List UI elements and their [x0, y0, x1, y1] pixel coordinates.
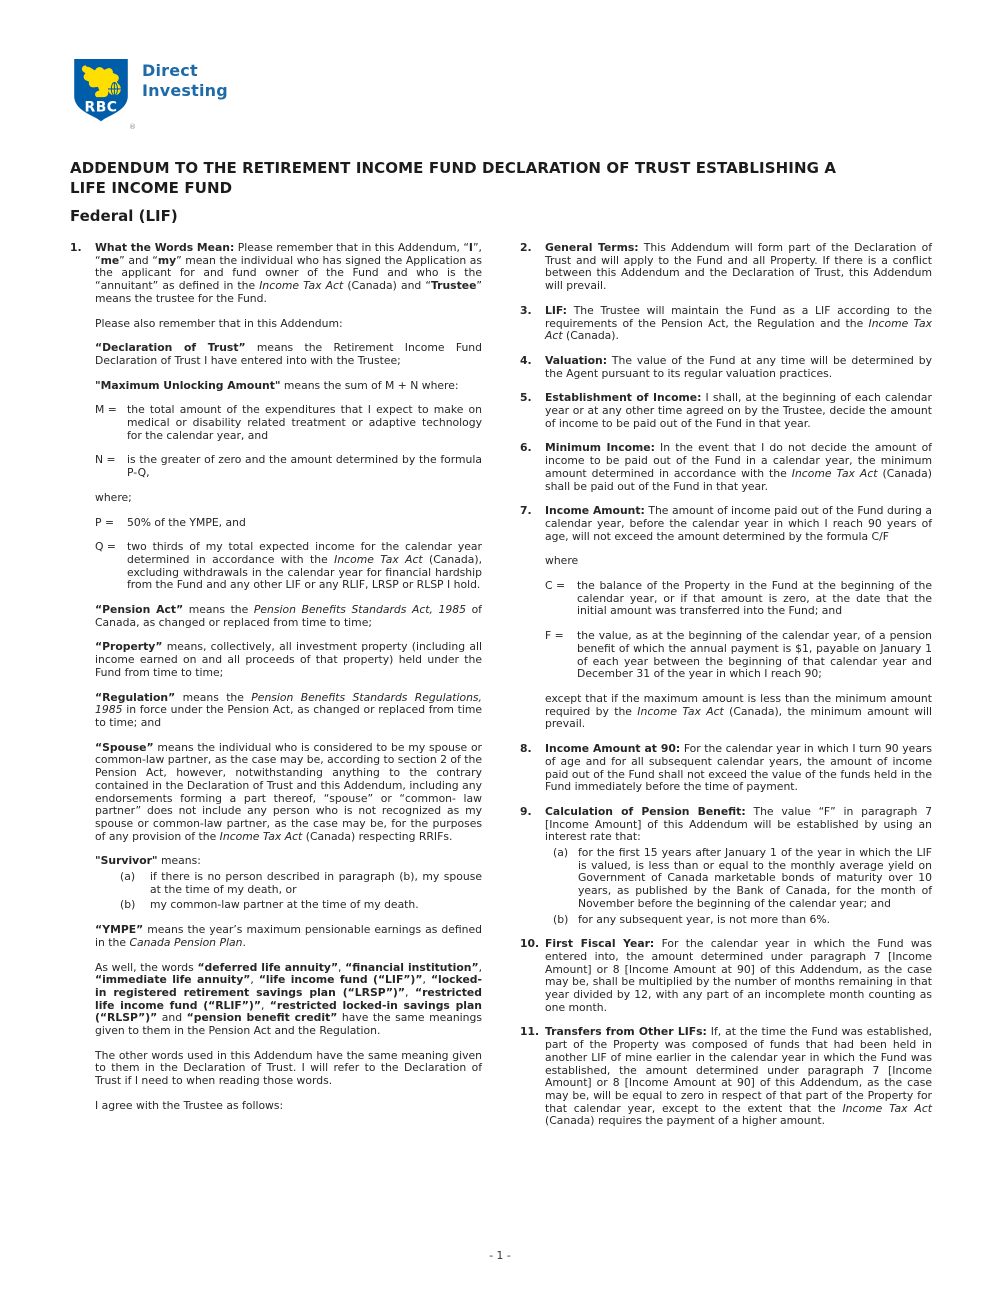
formula-variable: P = [95, 515, 114, 529]
item-number: 1. [70, 241, 82, 254]
text: two thirds of my total expected income for the calendar year determined in accordance with the Income Tax Act (Canada), excluding withdrawals in the calendar year for financial hardship from the Fund and any other LIF or any RLIF, LRSP or RLSP I hold. [127, 540, 483, 592]
numbered-item [70, 242, 482, 306]
text: First Fiscal Year: For the calendar year in which the Fund was entered into, the amount determined under paragraph 7 [Income Amount] or 8 [Income Amount at 90] of this Addendum, as the case may be, shall be multiplied by the number of months remaining in that year divided by 12, with any part of an incomplete month counting as one month. [545, 937, 932, 1014]
formula-variable: N = [95, 453, 116, 467]
numbered-item [520, 1026, 932, 1128]
formula-line [545, 630, 932, 681]
italic-text: Income Tax Act [259, 279, 344, 293]
bold-text: First Fiscal Year: [545, 937, 655, 951]
paragraph: “Pension Act” means the Pension Benefits Standards Act, 1985 of Canada, as changed or replaced from time to time; [95, 603, 482, 629]
bold-text: Minimum Income: [545, 441, 655, 455]
italic-text: Canada Pension Plan [129, 935, 243, 949]
bold-text: What the Words Mean: [95, 241, 235, 254]
formula-line [95, 454, 482, 479]
bold-text: me [100, 253, 120, 267]
bold-text: Calculation of Pension Benefit: [545, 804, 746, 818]
paragraph: I agree with the Trustee as follows: [95, 1098, 284, 1112]
italic-text: Income Tax Act [842, 1101, 932, 1115]
item-number: 8. [520, 742, 532, 756]
paragraph: except that if the maximum amount is less than the minimum amount required by the Income Tax Act (Canada), the minimum amount will prevail. [545, 691, 932, 731]
registered-trademark: ® [129, 123, 136, 131]
bold-text: Valuation: [545, 353, 608, 367]
italic-text: Income Tax Act [334, 552, 423, 566]
sub-item [120, 899, 482, 912]
bold-text: General Terms: [545, 241, 639, 254]
bold-text: Transfers from Other LIFs: [545, 1025, 707, 1039]
text: the balance of the Property in the Fund at the beginning of the calendar year, or if that amount is zero, at the date that the initial amount was transferred into the Fund; and [577, 579, 932, 618]
bold-text: “pension benefit credit” [186, 1011, 338, 1025]
text: LIF: The Trustee will maintain the Fund as a LIF according to the requirements of the Pension Act, the Regulation and the Income Tax Act (Canada). [545, 303, 932, 343]
sub-item-label: (b) [120, 898, 136, 912]
sub-item-label: (b) [553, 912, 569, 926]
bold-text: “immediate life annuity” [95, 973, 251, 987]
sub-item [553, 847, 932, 911]
bold-text: Income Amount at 90: [545, 742, 681, 756]
page-number: - 1 - [489, 1249, 511, 1262]
text: the value, as at the beginning of the calendar year, of a pension benefit of which the annual payment is $1, payable on January 1 of each year between the beginning of that calendar year and December 31 of the year in which I reach 90; [577, 629, 932, 681]
formula-line [95, 541, 482, 592]
item-number: 6. [520, 441, 532, 455]
italic-text: Pension Benefits Standards Act, 1985 [253, 603, 466, 617]
paragraph: The other words used in this Addendum have the same meaning given to them in the Declaration of Trust. I will refer to the Declaration of Trust if I need to when reading those words. [95, 1048, 482, 1088]
brand-name-line1: Direct [142, 61, 198, 80]
bold-text: “restricted locked-in savings plan (“RLSP”)” [95, 998, 482, 1025]
bold-text: “deferred life annuity” [197, 960, 339, 974]
text: Calculation of Pension Benefit: The value “F” in paragraph 7 [Income Amount] of this Addendum will be established by using an interest rate that: [545, 804, 932, 844]
title-line-2: LIFE INCOME FUND [70, 178, 233, 197]
text: General Terms: This Addendum will form part of the Declaration of Trust and will apply to the Fund and all Property. If there is a conflict between this Addendum and the Declaration of Trust, this Addendum will prevail. [545, 241, 932, 293]
text: the total amount of the expenditures that I expect to make on medical or disability related treatment or adaptive technology for the calendar year, and [127, 403, 482, 442]
bold-text: "Survivor" [95, 854, 158, 868]
text: is the greater of zero and the amount determined by the formula P-Q, [127, 453, 482, 480]
bold-text: LIF: [545, 303, 567, 317]
item-number: 4. [520, 353, 532, 367]
sub-item-label: (a) [120, 870, 136, 884]
paragraph: where [545, 554, 579, 568]
bold-text: “Declaration of Trust” [95, 341, 246, 355]
text: What the Words Mean: Please remember that in this Addendum, “I”, “me” and “my” mean the individual who has signed the Application as the applicant for and fund owner of the Fund and who is the “annuitant” as defined in the Income Tax Act (Canada) and “Trustee” means the trustee for the Fund. [95, 241, 483, 305]
page-footer [0, 1249, 1000, 1262]
column-right [520, 242, 932, 1140]
paragraph: where; [95, 490, 132, 504]
numbered-item [520, 355, 932, 380]
bold-text: "Maximum Unlocking Amount" [95, 378, 281, 392]
numbered-item [520, 442, 932, 493]
paragraph: Please also remember that in this Addendum: [95, 316, 343, 330]
text: Transfers from Other LIFs: If, at the time the Fund was established, part of the Property was composed of funds that had been held in another LIF of mine earlier in the calendar year in which the Fund was established, the amount determined under paragraph 7 [Income Amount] or 8 [Income Amount at 90] of this Addendum, as the case may be, will be equal to zero in respect of that part of the Property for that calendar year, except to the extent that the Income Tax Act (Canada) requires the payment of a higher amount. [545, 1025, 932, 1128]
document-title [70, 159, 932, 198]
document-body [70, 242, 932, 1140]
paragraph: "Survivor" means: [95, 854, 201, 868]
bold-text: “Regulation” [95, 690, 176, 704]
sub-item [120, 871, 482, 896]
bold-text: “restricted life income fund (“RLIF”)” [95, 985, 482, 1012]
item-number: 10. [520, 937, 540, 951]
title-line-1: ADDENDUM TO THE RETIREMENT INCOME FUND DECLARATION OF TRUST ESTABLISHING A [70, 159, 837, 177]
paragraph: “YMPE” means the year’s maximum pensionable earnings as defined in the Canada Pension Plan. [95, 923, 482, 949]
item-number: 5. [520, 391, 532, 405]
italic-text: Income Tax Act [545, 316, 932, 343]
bold-text: Establishment of Income: [545, 391, 702, 405]
numbered-item [520, 806, 932, 844]
brand-name-line2: Investing [142, 81, 228, 100]
rbc-logo [70, 57, 136, 131]
text: 50% of the YMPE, and [127, 515, 246, 529]
text: Income Amount at 90: For the calendar year in which I turn 90 years of age and for all subsequent calendar years, the amount of income paid out of the Fund shall not exceed the value of the funds held in the Fund immediately before the time of payment. [545, 742, 932, 794]
text: Establishment of Income: I shall, at the beginning of each calendar year or at any other time agreed on by the Trustee, decide the amount of income to be paid out of the Fund in that year. [545, 391, 932, 430]
item-number: 2. [520, 241, 532, 254]
bold-text: “financial institution” [345, 960, 479, 974]
paragraph: "Maximum Unlocking Amount" means the sum of M + N where: [95, 378, 459, 392]
formula-line [95, 517, 482, 530]
rbc-shield-icon [70, 57, 132, 125]
text: for the first 15 years after January 1 of the year in which the LIF is valued, is less than or equal to the monthly average yield on Government of Canada marketable bonds of maturity over 10 years, as published by the Bank of Canada, for the month of November before the beginning of the calendar year; and [578, 846, 932, 910]
paragraph: As well, the words “deferred life annuity”, “financial institution”, “immediate life annuity”, “life income fund (“LIF”)”, “locked-in registered retirement savings plan (“LRSP”)”, “restricted life income fund (“RLIF”)”, “restricted locked-in savings plan (“RLSP”)” and “pension benefit credit” have the same meanings given to them in the Pension Act and the Regulation. [95, 960, 483, 1038]
formula-variable: Q = [95, 540, 116, 554]
formula-variable: M = [95, 403, 117, 417]
paragraph: “Declaration of Trust” means the Retirement Income Fund Declaration of Trust I have entered into with the Trustee; [95, 341, 482, 367]
text: Valuation: The value of the Fund at any time will be determined by the Agent pursuant to its regular valuation practices. [545, 353, 932, 380]
bold-text: “Property” [95, 640, 163, 654]
bold-text: Income Amount: [545, 504, 645, 518]
numbered-item [520, 392, 932, 430]
text: Minimum Income: In the event that I do not decide the amount of income to be paid out of the Fund in a calendar year, the minimum amount determined in accordance with the Income Tax Act (Canada) shall be paid out of the Fund in that year. [545, 441, 932, 493]
brand-header [70, 57, 932, 129]
brand-wordmark [142, 57, 228, 101]
numbered-item [520, 242, 932, 293]
paragraph: “Spouse” means the individual who is considered to be my spouse or common-law partner, as the case may be, according to section 2 of the Pension Act, however, notwithstanding anything to the contrary contained in the Declaration of Trust and this Addendum, including any endorsements forming a part thereof, “spouse” or “common- law partner” does not include any person who is not recognized as my spouse or common-law partner, as the case may be, for the purposes of any provision of the Income Tax Act (Canada) respecting RRIFs. [95, 740, 482, 843]
column-left [70, 242, 482, 1140]
item-number: 11. [520, 1025, 540, 1039]
bold-text: I [468, 241, 473, 254]
formula-line [95, 404, 482, 442]
italic-text: Income Tax Act [791, 466, 878, 480]
bold-text: “Pension Act” [95, 603, 184, 617]
item-number: 3. [520, 303, 532, 317]
text: Income Amount: The amount of income paid out of the Fund during a calendar year, before the calendar year in which I reach 90 years of age, will not exceed the amount determined by the formula C/F [545, 504, 932, 543]
numbered-item [520, 305, 932, 343]
text: for any subsequent year, is not more than 6%. [578, 912, 831, 926]
formula-line [545, 580, 932, 618]
document-subtitle: Federal (LIF) [70, 207, 178, 225]
text: my common-law partner at the time of my death. [150, 898, 419, 912]
sub-item-label: (a) [553, 846, 569, 860]
formula-variable: C = [545, 579, 566, 593]
paragraph: “Property” means, collectively, all investment property (including all income earned on and all proceeds of that property) held under the Fund from time to time; [95, 640, 482, 679]
italic-text: Pension Benefits Standards Regulations, 1985 [95, 690, 482, 717]
bold-text: “locked-in registered retirement savings plan (“LRSP”)” [95, 973, 482, 999]
bold-text: my [157, 253, 177, 267]
item-number: 9. [520, 804, 532, 818]
formula-variable: F = [545, 629, 564, 643]
numbered-item [520, 743, 932, 794]
sub-item [553, 914, 932, 927]
bold-text: “Spouse” [95, 740, 154, 754]
italic-text: Income Tax Act [219, 829, 303, 843]
text: if there is no person described in paragraph (b), my spouse at the time of my death, or [150, 870, 482, 896]
bold-text: “YMPE” [95, 923, 144, 937]
numbered-item [520, 938, 932, 1014]
item-number: 7. [520, 504, 532, 518]
italic-text: Income Tax Act [637, 704, 724, 718]
numbered-item [520, 505, 932, 543]
bold-text: “life income fund (“LIF”)” [258, 973, 423, 987]
paragraph: “Regulation” means the Pension Benefits Standards Regulations, 1985 in force under the Pension Act, as changed or replaced from time to time; and [95, 690, 482, 729]
bold-text: Trustee [430, 279, 477, 293]
rbc-logo-text: RBC [84, 99, 118, 116]
